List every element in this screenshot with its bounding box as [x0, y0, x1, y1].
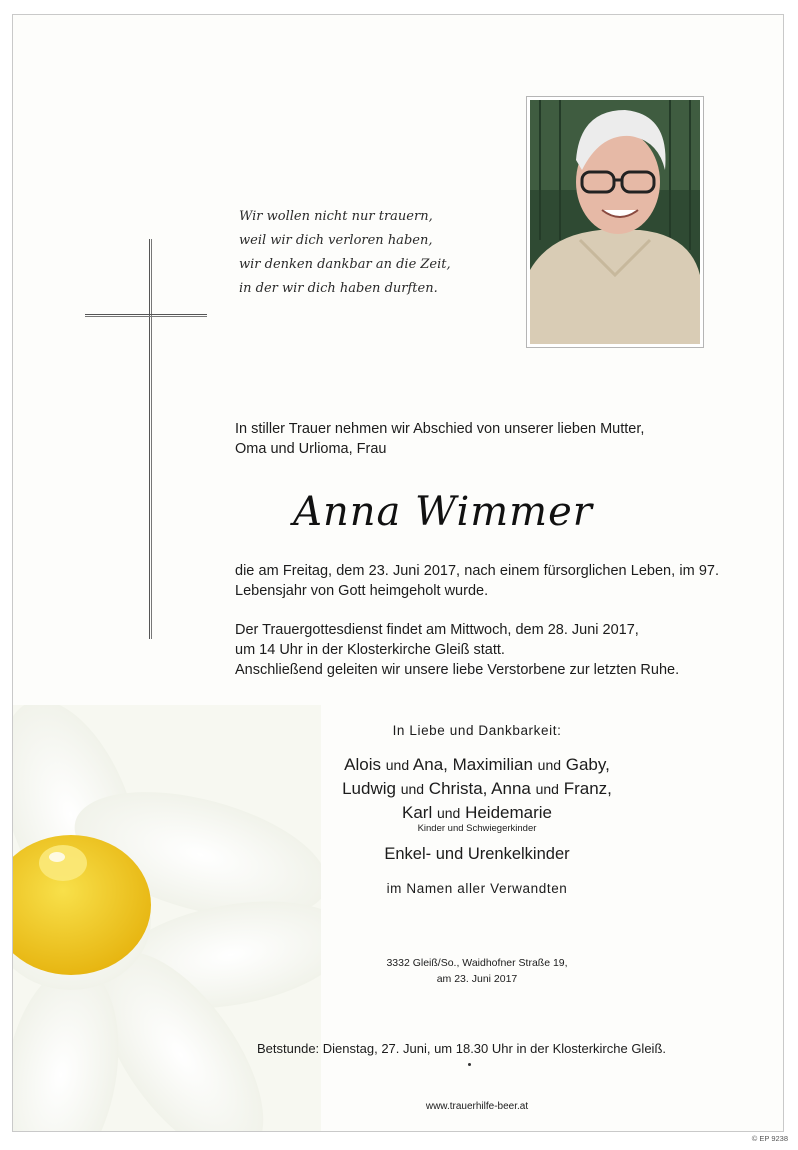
conjunction: und	[400, 781, 425, 797]
obituary-card	[12, 14, 784, 1132]
grandchildren-line: Enkel- und Urenkelkinder	[384, 845, 570, 863]
cross-horizontal-bar	[85, 314, 207, 317]
poem	[239, 205, 509, 301]
family-names	[235, 753, 719, 825]
family-member: Anna	[491, 779, 531, 798]
family-member: Maximilian	[452, 755, 533, 774]
cross-vertical-bar	[149, 239, 152, 639]
service-line: Anschließend geleiten wir unsere liebe Verstorbene zur letzten Ruhe.	[235, 662, 680, 678]
intro-text	[235, 419, 735, 459]
family-member: Ludwig	[342, 779, 396, 798]
dot-mark	[468, 1063, 471, 1066]
service-line: um 14 Uhr in der Klosterkirche Gleiß statt.	[235, 642, 505, 658]
conjunction: und	[535, 781, 559, 797]
portrait-photo	[526, 96, 704, 348]
conjunction: und	[436, 805, 461, 821]
service-line: Der Trauergottesdienst findet am Mittwoch, dem 28. Juni 2017,	[235, 622, 639, 638]
prayer-hour-text: Dienstag, 27. Juni, um 18.30 Uhr in der Klosterkirche Gleiß.	[322, 1041, 666, 1056]
family-member: Gaby,	[565, 755, 610, 774]
portrait-image	[530, 100, 700, 344]
poem-line: wir denken dankbar an die Zeit,	[239, 257, 451, 272]
gratitude-heading: In Liebe und Dankbarkeit:	[392, 723, 562, 738]
death-notice: die am Freitag, dem 23. Juni 2017, nach einem fürsorglichen Leben, im 97. Lebensjahr von Gott heimgeholt wurde.	[235, 563, 719, 599]
prayer-hour-label: Betstunde:	[257, 1041, 320, 1056]
family-member: Alois	[344, 755, 382, 774]
family-member: Christa,	[428, 779, 488, 798]
deceased-name: Anna Wimmer	[293, 489, 593, 535]
product-code: © EP 9238	[751, 1134, 788, 1143]
family-member: Heidemarie	[465, 803, 552, 822]
family-member: Franz,	[563, 779, 612, 798]
children-caption: Kinder und Schwiegerkinder	[417, 823, 537, 834]
family-member: Ana,	[412, 755, 448, 774]
family-line	[235, 801, 719, 825]
family-line	[235, 777, 719, 801]
poem-line: in der wir dich haben durften.	[239, 281, 438, 296]
website-link[interactable]: www.trauerhilfe-beer.at	[425, 1101, 529, 1112]
intro-line: Oma und Urlioma, Frau	[235, 441, 387, 457]
poem-line: Wir wollen nicht nur trauern,	[239, 209, 433, 224]
family-line	[235, 753, 719, 777]
family-member: Karl	[402, 803, 433, 822]
address	[235, 955, 719, 987]
poem-line: weil wir dich verloren haben,	[239, 233, 433, 248]
service-info	[235, 620, 719, 680]
prayer-hour	[257, 1041, 666, 1056]
address-date: am 23. Juni 2017	[436, 973, 518, 985]
relatives-line: im Namen aller Verwandten	[386, 881, 568, 896]
conjunction: und	[385, 757, 410, 773]
conjunction: und	[537, 757, 562, 773]
intro-line: In stiller Trauer nehmen wir Abschied von unserer lieben Mutter,	[235, 421, 645, 437]
address-line: 3332 Gleiß/So., Waidhofner Straße 19,	[386, 957, 568, 969]
